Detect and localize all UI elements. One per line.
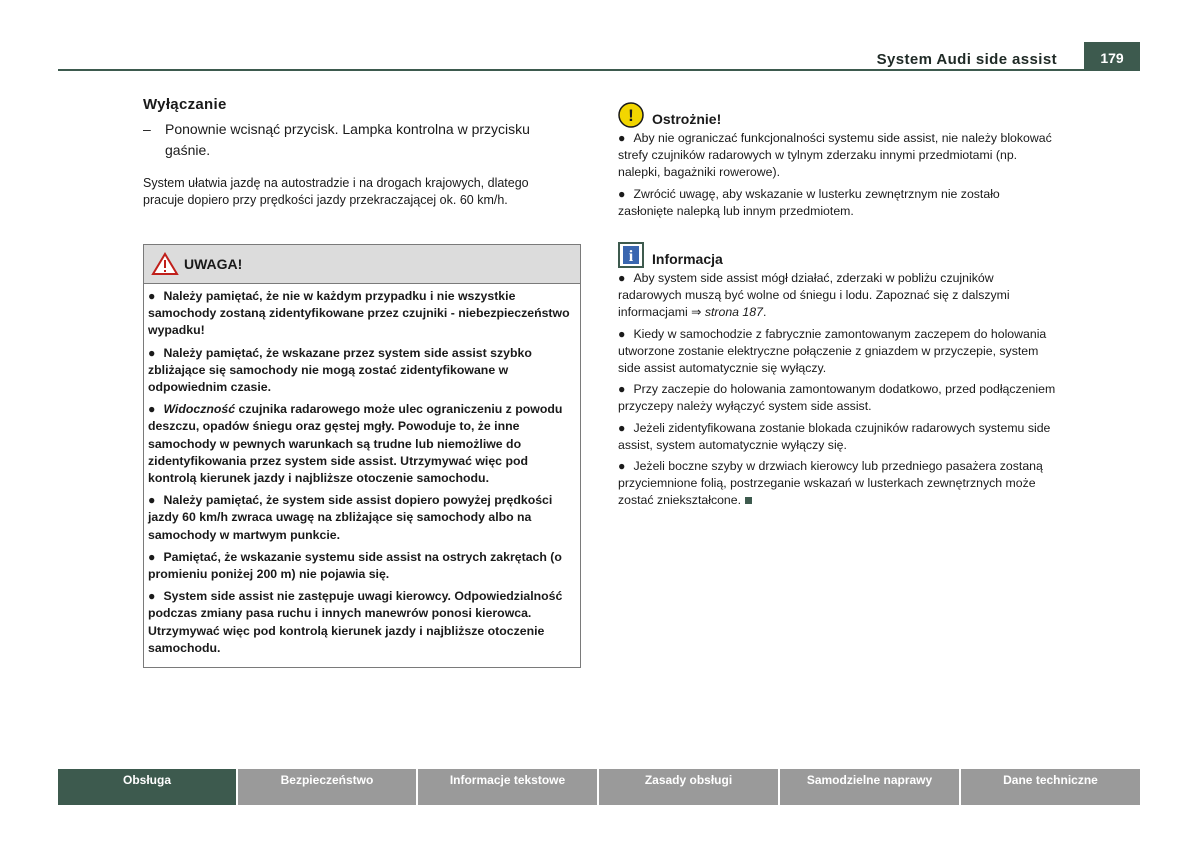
caution-item (618, 186, 1058, 220)
caution-item-text: Aby nie ograniczać funkcjonalności systemu side assist, nie należy blokować strefy czujników radarowych w tylnym zderzaku innymi przedmiotami (np. nalepki, bagażniki rowerowe). (618, 131, 1052, 180)
caution-exclamation-icon (618, 102, 644, 128)
warning-item (148, 492, 572, 544)
info-item-text: Jeżeli zidentyfikowana zostanie blokada czujników radarowych systemu side assist, system automatycznie wyłączy się. (618, 420, 1051, 452)
left-column (143, 96, 583, 209)
bullet-marker: ● (618, 382, 626, 397)
info-item-text-end: . (762, 305, 767, 320)
info-item (618, 420, 1058, 454)
bullet-marker: ● (148, 289, 156, 303)
bullet-marker: ● (618, 326, 626, 341)
info-item-text: Jeżeli boczne szyby w drzwiach kierowcy lub przedniego pasażera zostaną przyciemnione folią, postrzeganie wskazań w lusterkach zewnętrznych może zostać zniekształcone. (618, 459, 1043, 508)
caution-block (618, 100, 1058, 220)
info-icon (618, 242, 644, 268)
bullet-marker: ● (148, 402, 156, 417)
info-title: Informacja (652, 251, 723, 268)
warning-item (148, 345, 572, 397)
nav-tab-bezpieczenstwo[interactable]: Bezpieczeństwo (238, 769, 418, 805)
info-item (618, 270, 1058, 322)
warning-item-emphasis: Widoczność (163, 402, 236, 417)
warning-item (148, 401, 572, 487)
nav-tab-samodzielne-naprawy[interactable]: Samodzielne naprawy (780, 769, 961, 805)
bullet-marker: ● (618, 459, 626, 474)
warning-triangle-icon (151, 252, 179, 276)
bullet-marker: ● (148, 589, 156, 604)
bullet-marker: ● (148, 493, 156, 508)
warning-item (148, 288, 572, 340)
info-item (618, 458, 1058, 510)
bullet-marker: ● (148, 345, 156, 360)
warning-item-text: Należy pamiętać, że wskazane przez system side assist szybko zbliżające się samochody nie mogą zostać zidentyfikowane w odpowiednim czasie. (148, 345, 532, 395)
bullet-marker: ● (618, 186, 626, 201)
info-item (618, 381, 1058, 415)
warning-body (144, 284, 580, 657)
warning-box (143, 244, 581, 668)
info-item-text: Przy zaczepie do holowania zamontowanym dodatkowo, przed podłączeniem przyczepy należy wyłączyć system side assist. (618, 382, 1056, 414)
header-rule (58, 69, 1140, 71)
warning-item-text: Należy pamiętać, że nie w każdym przypadku i nie wszystkie samochody zostaną zidentyfikowane przez czujniki - niebezpieczeństwo wypadku! (148, 289, 570, 338)
nav-tab-obsluga[interactable]: Obsługa (58, 769, 238, 805)
bullet-marker: ● (148, 549, 156, 564)
info-item (618, 326, 1058, 378)
instruction-step (143, 119, 570, 161)
caution-icon-glyph: ! (628, 106, 634, 125)
warning-title: UWAGA! (184, 256, 243, 272)
page-number: 179 (1084, 42, 1140, 71)
intro-paragraph: System ułatwia jazdę na autostradzie i na drogach krajowych, dlatego pracuje dopiero przy prędkości jazdy przekraczającej ok. 60 km/h. (143, 176, 529, 207)
section-heading: Wyłączanie (143, 96, 227, 113)
end-of-section-marker (745, 497, 752, 504)
warning-item-text: System side assist nie zastępuje uwagi kierowcy. Odpowiedzialność podczas zmiany pasa ruchu i innych manewrów ponosi kierowca. Utrzymywać więc pod kontrolą kierunek jazdy i najbliższe otoczenie samochodu. (148, 589, 563, 655)
nav-tab-informacje-tekstowe[interactable]: Informacje tekstowe (418, 769, 599, 805)
warning-header (144, 245, 580, 284)
instruction-text: Ponownie wcisnąć przycisk. Lampka kontrolna w przycisku gaśnie. (165, 121, 530, 158)
warning-item (148, 549, 572, 583)
info-icon-glyph: i (628, 248, 634, 266)
nav-tab-dane-techniczne[interactable]: Dane techniczne (961, 769, 1140, 805)
info-block (618, 240, 1058, 510)
chapter-navigation (58, 769, 1140, 805)
bullet-marker: ● (618, 271, 626, 286)
caution-item (618, 130, 1058, 182)
caution-item-text: Zwrócić uwagę, aby wskazanie w lusterku zewnętrznym nie zostało zasłonięte nalepką lub innym przedmiotem. (618, 186, 1000, 218)
warning-item-text: czujnika radarowego może ulec ograniczeniu z powodu deszczu, opadów śniegu oraz gęstej mgły. Powoduje to, że inne samochody w pewnych warunkach są trudne lub niemożliwe do zidentyfikowania przez system side assist. Utrzymywać więc pod kontrolą kierunek jazdy i najbliższe otoczenie samochodu. (148, 402, 563, 486)
nav-tab-zasady-obslugi[interactable]: Zasady obsługi (599, 769, 780, 805)
warning-item (148, 588, 572, 657)
info-item-text: Aby system side assist mógł działać, zderzaki w pobliżu czujników radarowych muszą być wolne od śniegu i lodu. Zapoznać się z dalszymi informacjami ⇒ (618, 271, 1010, 320)
dash-marker: – (143, 121, 151, 137)
right-column (618, 100, 1058, 514)
warning-item-text: Należy pamiętać, że system side assist dopiero powyżej prędkości jazdy 60 km/h zwraca uwagę na zbliżające się samochody albo na samochody w martwym punkcie. (148, 493, 553, 542)
warning-item-text: Pamiętać, że wskazanie systemu side assist na ostrych zakrętach (o promieniu poniżej 200 m) nie pojawia się. (148, 549, 562, 582)
caution-header (618, 100, 1058, 130)
bullet-marker: ● (618, 420, 626, 435)
caution-title: Ostrożnie! (652, 111, 722, 127)
info-header (618, 240, 1058, 270)
info-item-text: Kiedy w samochodzie z fabrycznie zamontowanym zaczepem do holowania utworzone zostanie elektryczne połączenie z gniazdem w przyczepie, system side assist automatycznie się wyłączy. (618, 326, 1047, 376)
page-section-title: System Audi side assist (876, 51, 1057, 68)
page-reference-link[interactable]: strona 187 (704, 305, 763, 320)
bullet-marker: ● (618, 131, 626, 145)
